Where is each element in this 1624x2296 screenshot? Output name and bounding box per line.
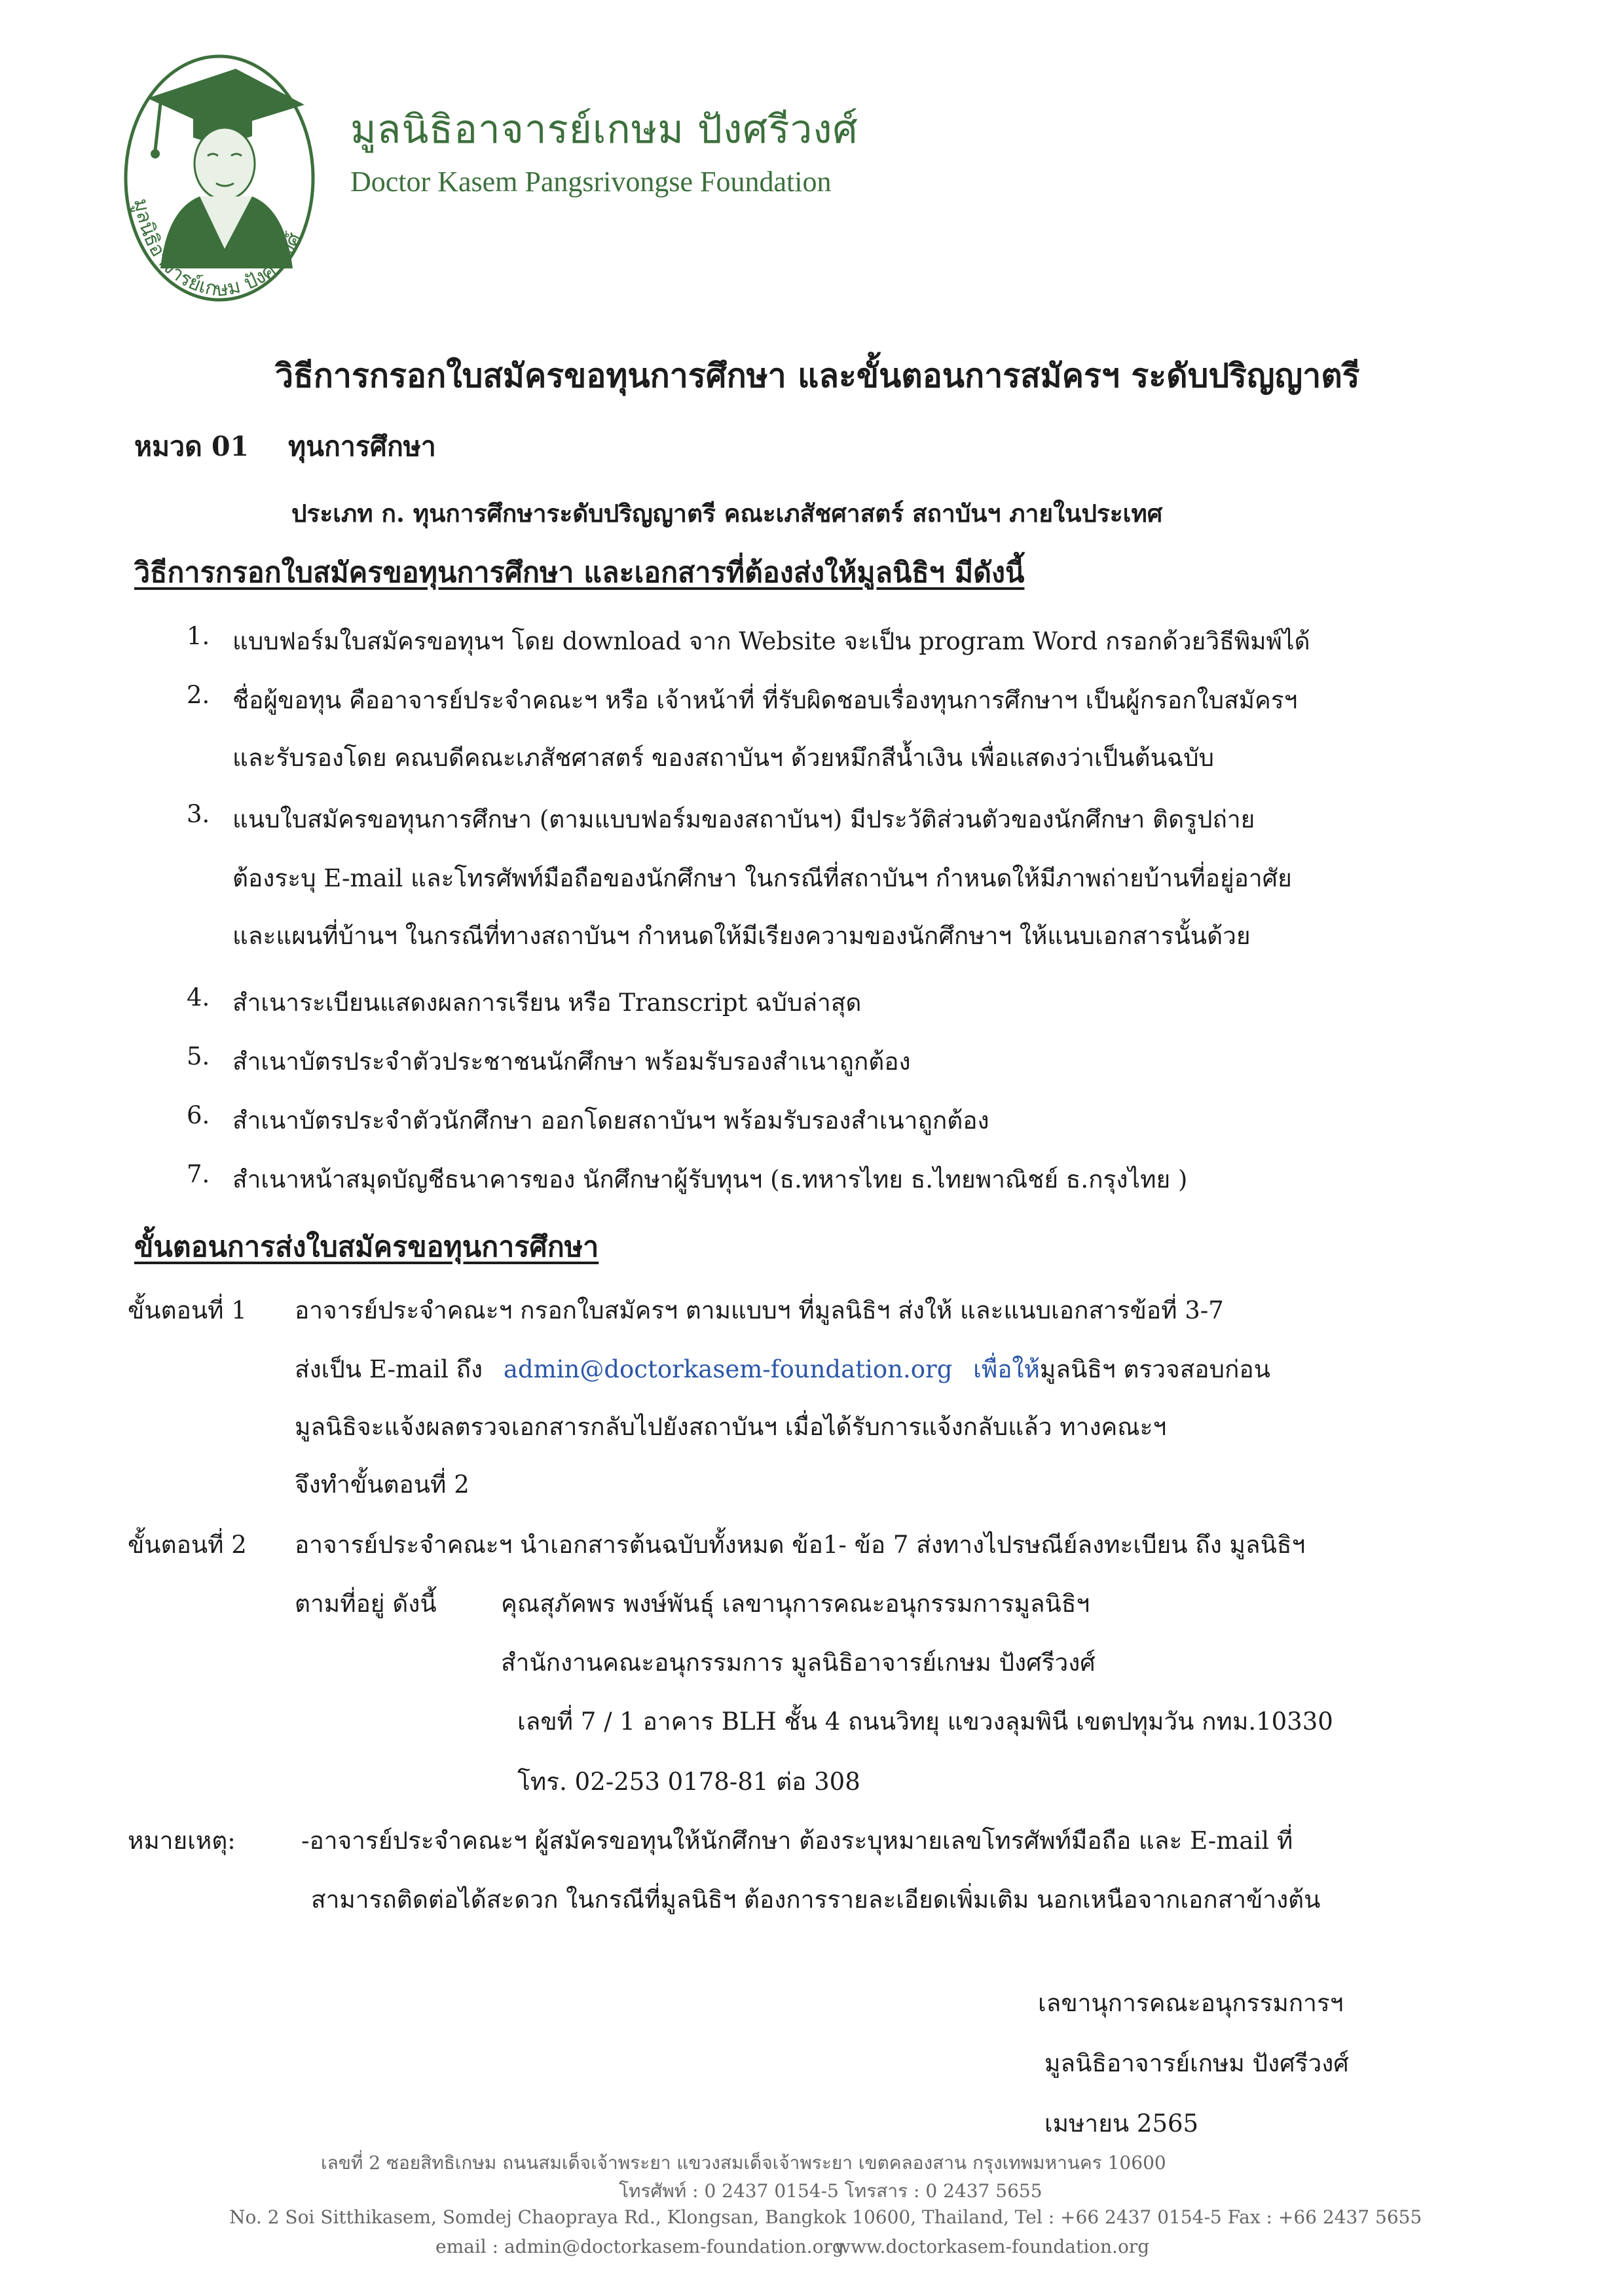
scholarship-type: ประเภท ก. ทุนการศึกษาระดับปริญญาตรี คณะเภสัชศาสตร์ สถาบันฯ ภายในประเทศ: [291, 499, 1163, 528]
list-item: แบบฟอร์มใบสมัครขอทุนฯ โดย download จาก Website จะเป็น program Word กรอกด้วยวิธีพิมพ์ได้: [232, 627, 1310, 655]
address-phone: โทร. 02-253 0178-81 ต่อ 308: [517, 1768, 860, 1796]
list-item-number: 3.: [187, 800, 210, 828]
step1-text: จึงทำขั้นตอนที่ 2: [295, 1470, 470, 1499]
list-item: ชื่อผู้ขอทุน คืออาจารย์ประจำคณะฯ หรือ เจ้าหน้าที่ ที่รับผิดชอบเรื่องทุนการศึกษาฯ เป็นผู้กรอกใบสมัครฯ: [232, 686, 1298, 714]
step1-email-suffix: เพื่อให้: [973, 1355, 1040, 1383]
contact-email-link[interactable]: admin@doctorkasem-foundation.org: [503, 1355, 953, 1383]
list-item-continuation: และแผนที่บ้านฯ ในกรณีที่ทางสถาบันฯ กำหนดให้มีเรียงความของนักศึกษาฯ ให้แนบเอกสารนั้นด้วย: [232, 922, 1251, 950]
step1-text: อาจารย์ประจำคณะฯ กรอกใบสมัครฯ ตามแบบฯ ที่มูลนิธิฯ ส่งให้ และแนบเอกสารข้อที่ 3-7: [295, 1296, 1224, 1324]
address-line: คุณสุภัคพร พงษ์พันธุ์ เลขานุการคณะอนุกรรมการมูลนิธิฯ: [501, 1590, 1090, 1618]
category-name: ทุนการศึกษา: [288, 431, 436, 462]
list-item-continuation: และรับรองโดย คณบดีคณะเภสัชศาสตร์ ของสถาบันฯ ด้วยหมึกสีน้ำเงิน เพื่อแสดงว่าเป็นต้นฉบับ: [232, 744, 1215, 772]
list-item-number: 4.: [187, 983, 210, 1011]
note-text: สามารถติดต่อได้สะดวก ในกรณีที่มูลนิธิฯ ต้องการรายละเอียดเพิ่มเติม นอกเหนือจากเอกสาข้างต้น: [311, 1886, 1321, 1914]
list-item-number: 7.: [187, 1160, 210, 1188]
seal-text: มูลนิธิอาจารย์เกษม ปังศรีวงศ์: [129, 196, 307, 302]
list-item-number: 5.: [187, 1042, 210, 1070]
list-item-number: 6.: [187, 1101, 210, 1129]
list-item-number: 1.: [187, 622, 210, 650]
footer-phone-thai: โทรศัพท์ : 0 2437 0154-5 โทรสาร : 0 2437 5655: [619, 2180, 1043, 2202]
section-heading-documents: วิธีการกรอกใบสมัครขอทุนการศึกษา และเอกสารที่ต้องส่งให้มูลนิธิฯ มีดังนี้: [134, 556, 1025, 589]
signature-date: เมษายน 2565: [1044, 2109, 1199, 2138]
footer-website[interactable]: www.doctorkasem-foundation.org: [835, 2236, 1150, 2257]
list-item: สำเนาบัตรประจำตัวประชาชนนักศึกษา พร้อมรับรองสำเนาถูกต้อง: [232, 1048, 911, 1076]
step1-label: ขั้นตอนที่ 1: [128, 1296, 247, 1324]
note-label: หมายเหตุ:: [128, 1827, 236, 1855]
list-item: สำเนาระเบียนแสดงผลการเรียน หรือ Transcript ฉบับล่าสุด: [232, 989, 862, 1017]
address-line: เลขที่ 7 / 1 อาคาร BLH ชั้น 4 ถนนวิทยุ แขวงลุมพินี เขตปทุมวัน กทม.10330: [517, 1707, 1333, 1736]
signature-organization: มูลนิธิอาจารย์เกษม ปังศรีวงศ์: [1044, 2049, 1349, 2077]
step1-email-intro: ส่งเป็น E-mail ถึง: [295, 1355, 483, 1383]
footer-address-thai: เลขที่ 2 ซอยสิทธิเกษม ถนนสมเด็จเจ้าพระยา แขวงสมเด็จเจ้าพระยา เขตคลองสาน กรุงเทพมหานคร 10600: [321, 2152, 1166, 2174]
foundation-name-english: Doctor Kasem Pangsrivongse Foundation: [350, 166, 832, 198]
step1-text-end: มูลนิธิฯ ตรวจสอบก่อน: [1039, 1355, 1270, 1383]
step1-text: [295, 1350, 1270, 1389]
foundation-name-thai: มูลนิธิอาจารย์เกษม ปังศรีวงศ์: [350, 107, 858, 153]
signature-title: เลขานุการคณะอนุกรรมการฯ: [1038, 1989, 1344, 2017]
section-heading-steps: ขั้นตอนการส่งใบสมัครขอทุนการศึกษา: [134, 1231, 599, 1264]
list-item: สำเนาหน้าสมุดบัญชีธนาคารของ นักศึกษาผู้รับทุนฯ (ธ.ทหารไทย ธ.ไทยพาณิชย์ ธ.กรุงไทย ): [232, 1165, 1188, 1194]
footer-address-english: No. 2 Soi Sitthikasem, Somdej Chaopraya Rd., Klongsan, Bangkok 10600, Thailand, Tel : +66 2437 0154-5 Fax : +66 2437 5655: [229, 2206, 1422, 2228]
step1-text: มูลนิธิจะแจ้งผลตรวจเอกสารกลับไปยังสถาบันฯ เมื่อได้รับการแจ้งกลับแล้ว ทางคณะฯ: [295, 1413, 1167, 1441]
address-line: สำนักงานคณะอนุกรรมการ มูลนิธิอาจารย์เกษม ปังศรีวงศ์: [501, 1649, 1096, 1677]
address-label: ตามที่อยู่ ดังนี้: [295, 1590, 437, 1618]
list-item: แนบใบสมัครขอทุนการศึกษา (ตามแบบฟอร์มของสถาบันฯ) มีประวัติส่วนตัวของนักศึกษา ติดรูปถ่าย: [232, 805, 1255, 833]
step2-label: ขั้นตอนที่ 2: [128, 1531, 247, 1559]
foundation-seal-logo: [121, 52, 318, 304]
list-item-number: 2.: [187, 681, 210, 709]
footer-email[interactable]: email : admin@doctorkasem-foundation.org: [435, 2236, 844, 2257]
step2-text: อาจารย์ประจำคณะฯ นำเอกสารต้นฉบับทั้งหมด ข้อ1- ข้อ 7 ส่งทางไปรษณีย์ลงทะเบียน ถึง มูลนิธิฯ: [295, 1531, 1306, 1559]
list-item-continuation: ต้องระบุ E-mail และโทรศัพท์มือถือของนักศึกษา ในกรณีที่สถาบันฯ กำหนดให้มีภาพถ่ายบ้านที่อยู่อาศัย: [232, 864, 1292, 892]
category-label: หมวด 01: [134, 431, 249, 462]
document-title: วิธีการกรอกใบสมัครขอทุนการศึกษา และขั้นตอนการสมัครฯ ระดับปริญญาตรี: [275, 356, 1360, 395]
note-text: -อาจารย์ประจำคณะฯ ผู้สมัครขอทุนให้นักศึกษา ต้องระบุหมายเลขโทรศัพท์มือถือ และ E-mail ที่: [301, 1827, 1293, 1855]
list-item: สำเนาบัตรประจำตัวนักศึกษา ออกโดยสถาบันฯ พร้อมรับรองสำเนาถูกต้อง: [232, 1106, 989, 1135]
